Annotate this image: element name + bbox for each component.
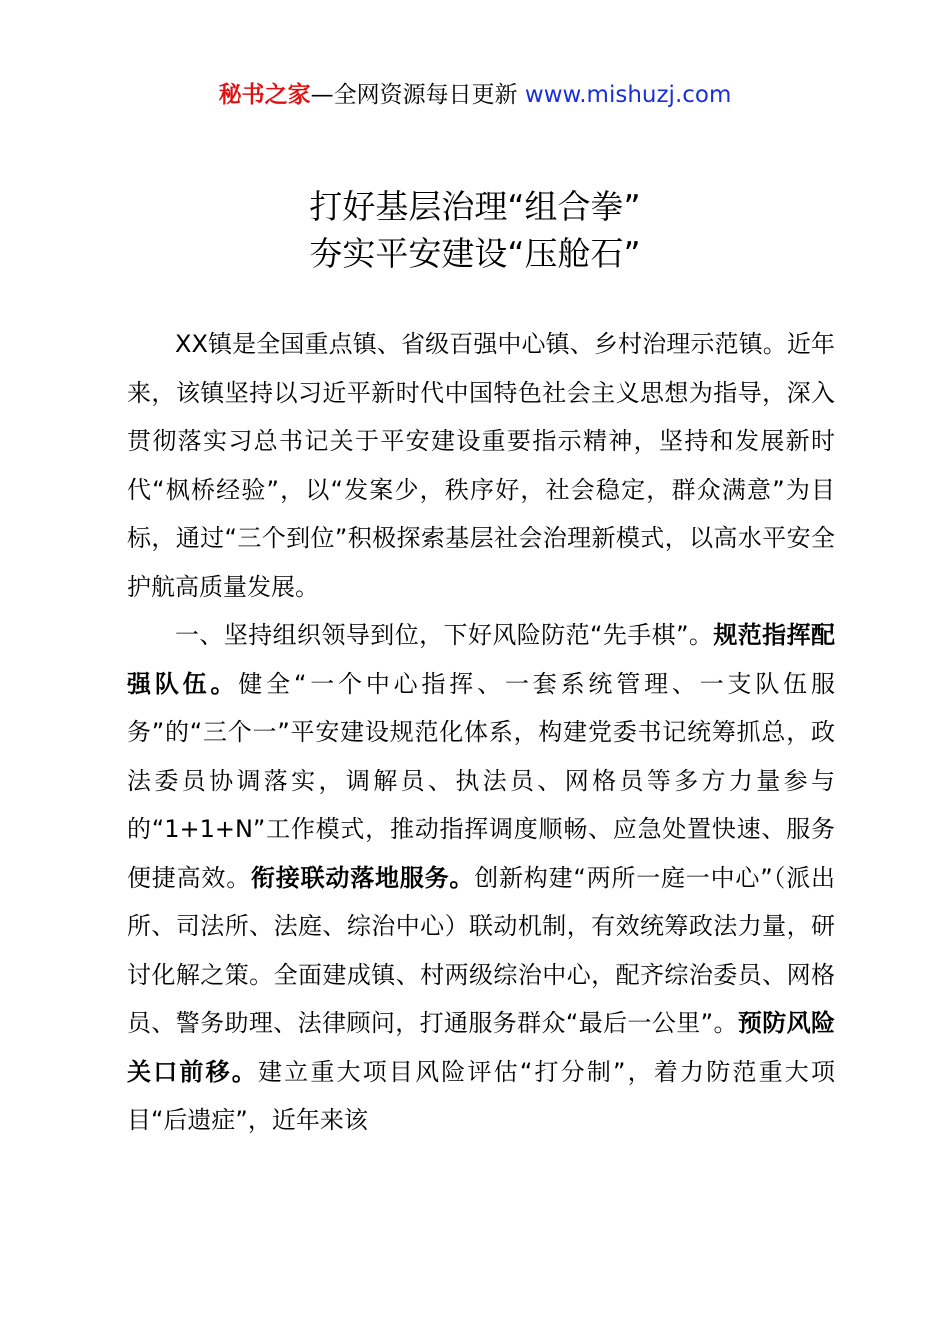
section-1-intro: 一、坚持组织领导到位，下好风险防范“先手棋”。 — [175, 621, 714, 649]
document-body — [127, 320, 835, 1145]
paragraph-intro: XX镇是全国重点镇、省级百强中心镇、乡村治理示范镇。近年来，该镇坚持以习近平新时代中国特色社会主义思想为指导，深入贯彻落实习总书记关于平安建设重要指示精神，坚持和发展新时代“枫桥经验”，以“发案少，秩序好，社会稳定，群众满意”为目标，通过“三个到位”积极探索基层社会治理新模式，以高水平安全护航高质量发展。 — [127, 330, 835, 601]
section-1-text-3: 建立重大项目风险评估“打分制”，着力防范重大项目“后遗症”，近年来该 — [127, 1057, 835, 1134]
paragraph-section-1 — [127, 611, 835, 1145]
subheading-linkage: 衔接联动落地服务。 — [251, 863, 475, 892]
site-slogan: —全网资源每日更新 — [310, 82, 525, 108]
subheading-command: 规范指挥配强队伍。 — [127, 621, 835, 698]
section-1-text-1: 健全“一个中心指挥、一套系统管理、一支队伍服务”的“三个一”平安建设规范化体系，构建党委书记统筹抓总，政法委员协调落实，调解员、执法员、网格员等多方力量参与的“1+1+N”工作模式，推动指挥调度顺畅、应急处置快速、服务便捷高效。 — [127, 669, 836, 892]
section-1-text-2: 创新构建“两所一庭一中心”（派出所、司法所、法庭、综治中心）联动机制，有效统筹政法力量，研讨化解之策。全面建成镇、村两级综治中心，配齐综治委员、网格员、警务助理、法律顾问，打通服务群众“最后一公里”。 — [127, 863, 836, 1037]
title-line-1: 打好基层治理“组合拳” — [309, 187, 641, 226]
title-line-2: 夯实平安建设“压舱石” — [309, 234, 641, 273]
site-url[interactable]: www.mishuzj.com — [524, 82, 732, 108]
document-title — [0, 183, 950, 277]
site-header — [0, 78, 950, 112]
site-brand: 秘书之家 — [218, 82, 311, 108]
subheading-risk: 预防风险关口前移。 — [127, 1009, 835, 1086]
